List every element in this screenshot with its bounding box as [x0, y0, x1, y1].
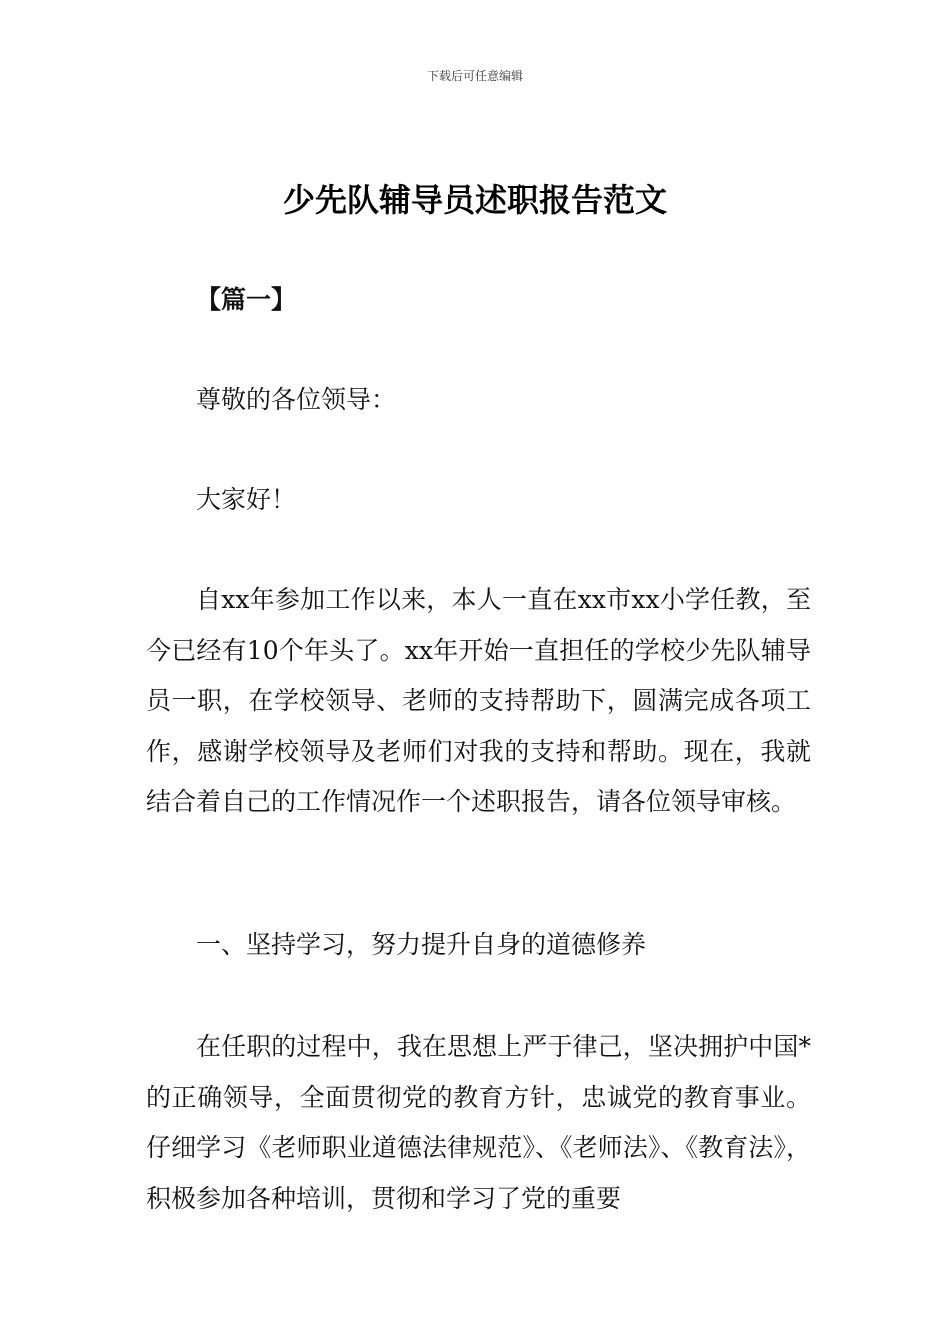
salutation: 尊敬的各位领导：: [196, 385, 397, 414]
section-label: 【篇一】: [196, 285, 297, 314]
document-title: 少先队辅导员述职报告范文: [282, 181, 667, 219]
body-paragraph-2: 在任职的过程中，我在思想上严于律己，坚决拥护中国*的正确领导，全面贯彻党的教育方针，忠诚党的教育事业。仔细学习《老师职业道德法律规范》、《老师法》、《教育法》，积极参加各种培训，贯彻和学习了党的重要: [146, 1032, 811, 1213]
section-heading-1: 一、坚持学习，努力提升自身的道德修养: [196, 930, 647, 959]
header-note: 下载后可任意编辑: [426, 69, 523, 83]
greeting: 大家好！: [196, 485, 297, 514]
body-paragraph-1: 自xx年参加工作以来，本人一直在xx市xx小学任教，至今已经有10个年头了。xx年开始一直担任的学校少先队辅导员一职，在学校领导、老师的支持帮助下，圆满完成各项工作，感谢学校领导及老师们对我的支持和帮助。现在，我就结合着自己的工作情况作一个述职报告，请各位领导审核。: [146, 585, 811, 817]
